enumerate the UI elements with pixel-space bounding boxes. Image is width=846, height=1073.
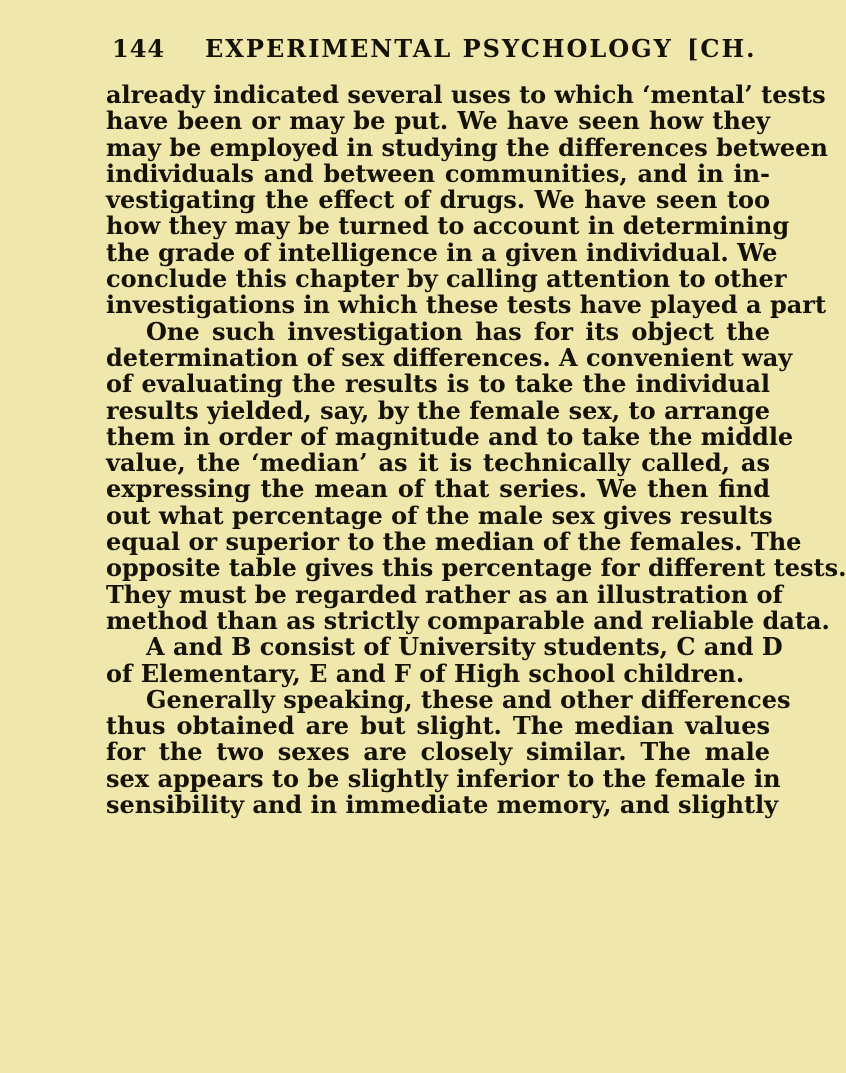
page-number: 144: [112, 34, 166, 63]
text-line: determination of sex differences. A convenient way: [106, 342, 793, 372]
text-line: may be employed in studying the differences between: [106, 132, 828, 162]
text-line: They must be regarded rather as an illustration of: [106, 579, 783, 609]
text-line: already indicated several uses to which ‘mental’ tests: [106, 80, 826, 109]
text-line: how they may be turned to account in determining: [106, 211, 790, 241]
text-line: expressing the mean of that series. We then find: [106, 474, 770, 504]
text-line: of Elementary, E and F of High school children.: [106, 658, 745, 688]
body-text: [106, 80, 846, 820]
paragraph-start-line: One such investigation has for its object the: [146, 316, 770, 346]
text-line: sex appears to be slightly inferior to the female in: [106, 763, 781, 793]
text-line: for the two sexes are closely similar. The male: [106, 737, 770, 767]
text-line: investigations in which these tests have played a part: [106, 290, 827, 320]
text-line: value, the ‘median’ as it is technically called, as: [106, 448, 770, 478]
text-line: method than as strictly comparable and reliable data.: [106, 605, 830, 635]
chapter-mark: [CH.: [687, 34, 757, 63]
text-line: opposite table gives this percentage for different tests.: [106, 553, 846, 583]
paragraph-start-line: Generally speaking, these and other differences: [146, 684, 791, 714]
text-line: of evaluating the results is to take the individual: [106, 369, 770, 399]
text-line: the grade of intelligence in a given individual. We: [106, 237, 778, 267]
text-line: sensibility and in immediate memory, and slightly: [106, 790, 779, 820]
text-line: results yielded, say, by the female sex, to arrange: [106, 395, 770, 425]
paragraph-start-line: A and B consist of University students, C and D: [146, 632, 783, 662]
text-line: conclude this chapter by calling attention to other: [106, 264, 787, 294]
text-line: thus obtained are but slight. The median values: [106, 711, 770, 741]
page-header: [112, 31, 766, 67]
running-title: EXPERIMENTAL PSYCHOLOGY: [205, 34, 673, 63]
text-line: them in order of magnitude and to take the middle: [106, 421, 794, 451]
text-line: individuals and between communities, and in in-: [106, 158, 770, 188]
text-line: vestigating the effect of drugs. We have seen too: [106, 185, 770, 215]
text-line: have been or may be put. We have seen how they: [106, 106, 770, 136]
text-line: equal or superior to the median of the females. The: [106, 527, 802, 557]
text-line: out what percentage of the male sex gives results: [106, 500, 773, 530]
